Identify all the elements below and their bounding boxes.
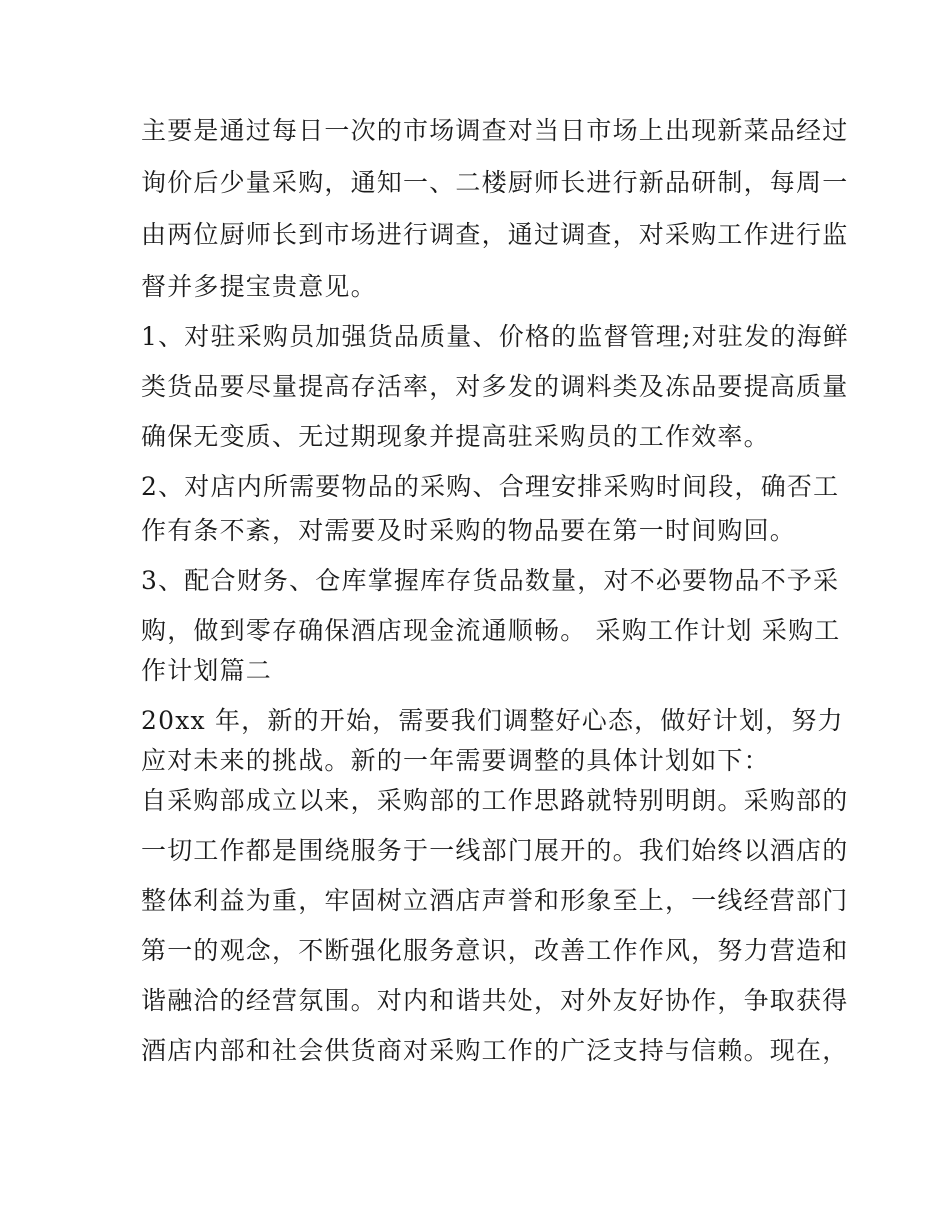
text-line: 确保无变质、无过期现象并提高驻采购员的工作效率。 (141, 422, 770, 451)
text-line: 第一的观念，不断强化服务意识，改善工作作风，努力营造和 (141, 936, 849, 965)
text-line: 督并多提宝贵意见。 (141, 272, 377, 301)
text-line: 询价后少量采购，通知一、二楼厨师长进行新品研制，每周一 (141, 168, 849, 197)
text-line: 1、对驻采购员加强货品质量、价格的监督管理;对驻发的海鲜 (141, 322, 849, 351)
text-line: 20xx 年，新的开始，需要我们调整好心态，做好计划，努力 (141, 706, 844, 735)
text-line: 自采购部成立以来，采购部的工作思路就特别明朗。采购部的 (141, 786, 849, 815)
text-line: 一切工作都是围绕服务于一线部门展开的。我们始终以酒店的 (141, 836, 849, 865)
text-line: 3、配合财务、仓库掌握库存货品数量，对不必要物品不予采 (141, 566, 840, 595)
text-line: 作计划篇二 (141, 656, 273, 685)
text-line: 谐融洽的经营氛围。对内和谐共处，对外友好协作，争取获得 (141, 986, 849, 1015)
text-line: 酒店内部和社会供货商对采购工作的广泛支持与信赖。现在， (141, 1036, 849, 1065)
text-line: 整体利益为重，牢固树立酒店声誉和形象至上，一线经营部门 (141, 886, 849, 915)
text-line: 主要是通过每日一次的市场调查对当日市场上出现新菜品经过 (141, 116, 849, 145)
text-line: 类货品要尽量提高存活率，对多发的调料类及冻品要提高质量 (141, 372, 849, 401)
text-line: 由两位厨师长到市场进行调查，通过调查，对采购工作进行监 (141, 220, 849, 249)
text-line: 购，做到零存确保酒店现金流通顺畅。 采购工作计划 采购工 (141, 616, 841, 645)
body-text (141, 112, 849, 1070)
text-line: 作有条不紊，对需要及时采购的物品要在第一时间购回。 (141, 516, 797, 545)
text-line: 应对未来的挑战。新的一年需要调整的具体计划如下： (141, 746, 770, 775)
text-line: 2、对店内所需要物品的采购、合理安排采购时间段，确否工 (141, 472, 840, 501)
